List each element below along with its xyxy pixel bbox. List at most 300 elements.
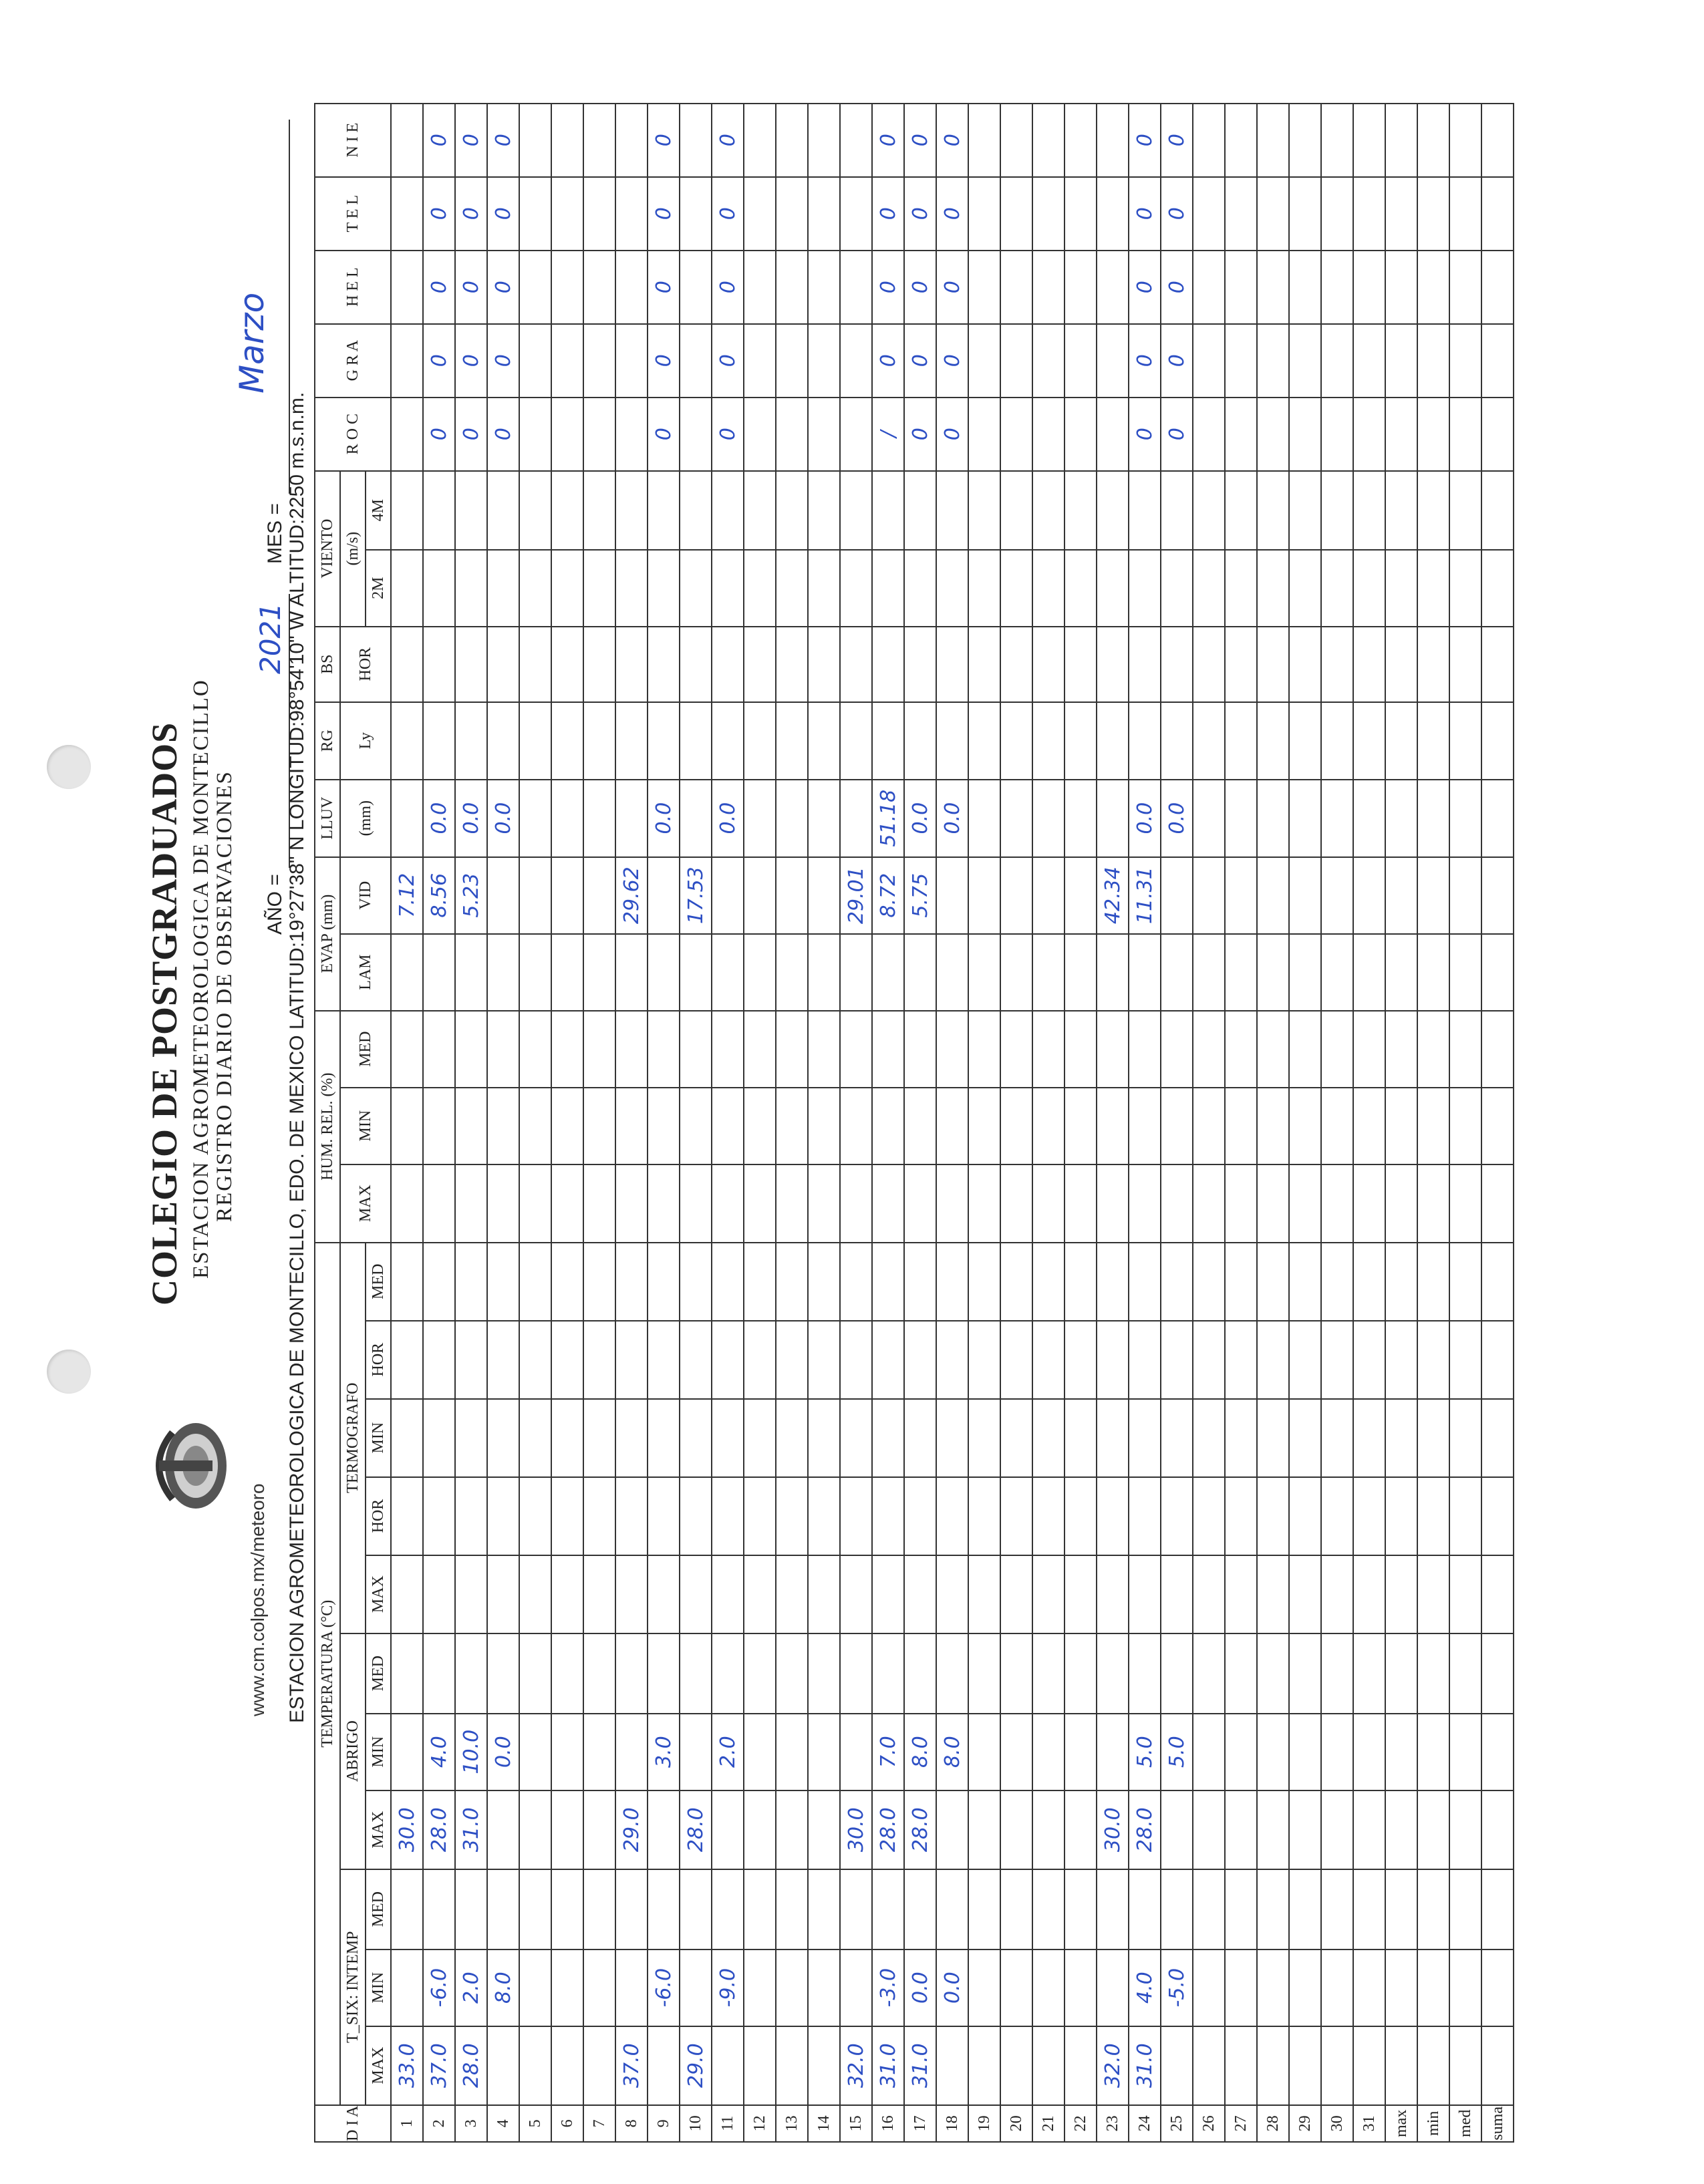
cell-ab-min [680,1714,712,1790]
table-row [583,104,615,2142]
cell-tel [1225,177,1257,251]
cell-tsix-min [1481,1949,1514,2026]
cell-lam [648,934,680,1011]
cell-v4m [1289,471,1321,550]
cell-v2m [1000,550,1032,627]
cell-roc [1032,398,1064,471]
cell-termo-hor2 [1385,1321,1417,1399]
cell-ab-max: 31.0 [455,1790,487,1869]
table-row [712,104,744,2142]
cell-tsix-max [1193,2026,1225,2105]
day-cell: 8 [615,2105,648,2142]
cell-termo-hor2 [615,1321,648,1399]
cell-lluv [744,780,776,857]
cell-v4m [583,471,615,550]
cell-tsix-min: -5.0 [1161,1949,1193,2026]
cell-gra: 0 [872,324,904,398]
cell-rg [840,702,872,780]
cell-lam [1289,934,1321,1011]
cell-nie [1449,104,1481,177]
cell-rg [1097,702,1129,780]
cell-termo-max [744,1555,776,1633]
cell-roc [1225,398,1257,471]
day-cell: 5 [519,2105,551,2142]
cell-v4m [744,471,776,550]
cell-hum-max [1161,1164,1193,1243]
cell-tsix-med [936,1869,968,1949]
cell-tel [1353,177,1385,251]
cell-tsix-med [1321,1869,1353,1949]
cell-v2m [455,550,487,627]
cell-termo-hor2 [1225,1321,1257,1399]
cell-termo-hor1 [1417,1477,1449,1555]
cell-tel [583,177,615,251]
cell-tsix-max [1417,2026,1449,2105]
cell-gra [1481,324,1514,398]
cell-rg [519,702,551,780]
cell-lluv: 0.0 [648,780,680,857]
cell-bs [872,627,904,702]
cell-termo-min [776,1399,808,1477]
college-title: COLEGIO DE POSTGRADUADOS [144,722,184,1305]
cell-tsix-med [1000,1869,1032,1949]
cell-v2m [1289,550,1321,627]
cell-hum-max [551,1164,583,1243]
cell-roc [776,398,808,471]
cell-termo-max [1385,1555,1417,1633]
cell-termo-med [936,1243,968,1321]
cell-termo-min [1064,1399,1097,1477]
cell-rg [1385,702,1417,780]
cell-roc [615,398,648,471]
cell-vid [1193,857,1225,934]
cell-ab-min [1032,1714,1064,1790]
cell-hum-min [1225,1088,1257,1164]
cell-ab-med [936,1633,968,1714]
cell-hum-min [487,1088,519,1164]
cell-bs [487,627,519,702]
cell-lluv: 0.0 [487,780,519,857]
cell-lluv [1032,780,1064,857]
cell-ab-med [840,1633,872,1714]
cell-termo-med [1449,1243,1481,1321]
cell-v2m [1481,550,1514,627]
cell-rg [1161,702,1193,780]
cell-tsix-med [583,1869,615,1949]
cell-bs [1417,627,1449,702]
cell-hum-med [615,1011,648,1088]
cell-ab-min [1289,1714,1321,1790]
cell-termo-hor1 [648,1477,680,1555]
cell-vid [1417,857,1449,934]
cell-tsix-med [1385,1869,1417,1949]
cell-rg [936,702,968,780]
cell-tel [1257,177,1289,251]
cell-termo-min [1225,1399,1257,1477]
cell-tsix-med [680,1869,712,1949]
cell-bs [583,627,615,702]
cell-v2m [1353,550,1385,627]
cell-tsix-med [1129,1869,1161,1949]
cell-bs [1321,627,1353,702]
cell-tsix-min: -9.0 [712,1949,744,2026]
cell-termo-med [1257,1243,1289,1321]
cell-roc [1417,398,1449,471]
cell-termo-max [1097,1555,1129,1633]
cell-ab-max [808,1790,840,1869]
cell-nie [391,104,423,177]
cell-tel [615,177,648,251]
cell-hel [519,251,551,324]
cell-ab-med [1353,1633,1385,1714]
day-cell: 19 [968,2105,1000,2142]
cell-rg [1321,702,1353,780]
evap-header: EVAP (mm) [315,857,340,1011]
cell-termo-max [712,1555,744,1633]
cell-termo-max [551,1555,583,1633]
cell-termo-hor2 [904,1321,936,1399]
cell-termo-med [1385,1243,1417,1321]
cell-termo-min [872,1399,904,1477]
table-row [1000,104,1032,2142]
cell-ab-med [1064,1633,1097,1714]
cell-termo-max [872,1555,904,1633]
cell-v2m [904,550,936,627]
day-cell: min [1417,2105,1449,2142]
cell-lluv: 0.0 [936,780,968,857]
cell-lam [1000,934,1032,1011]
cell-tel [1385,177,1417,251]
cell-hum-med [1289,1011,1321,1088]
cell-v2m [1385,550,1417,627]
cell-ab-med [1193,1633,1225,1714]
cell-termo-hor2 [1257,1321,1289,1399]
cell-ab-med [519,1633,551,1714]
cell-termo-hor1 [615,1477,648,1555]
cell-vid [808,857,840,934]
cell-roc [1064,398,1097,471]
cell-ab-max [1161,1790,1193,1869]
cell-lam [904,934,936,1011]
cell-hel [551,251,583,324]
cell-termo-hor1 [583,1477,615,1555]
cell-ab-min [391,1714,423,1790]
cell-tsix-min [776,1949,808,2026]
cell-tsix-max [744,2026,776,2105]
cell-nie: 0 [487,104,519,177]
cell-tsix-min: 2.0 [455,1949,487,2026]
cell-termo-hor2 [744,1321,776,1399]
cell-bs [1064,627,1097,702]
cell-lluv [1257,780,1289,857]
cell-lam [391,934,423,1011]
cell-v2m [1097,550,1129,627]
table-row [423,104,455,2142]
cell-termo-max [968,1555,1000,1633]
cell-termo-hor1 [1129,1477,1161,1555]
cell-termo-hor2 [1161,1321,1193,1399]
cell-ab-min [583,1714,615,1790]
cell-tsix-max [936,2026,968,2105]
cell-tsix-max: 32.0 [1097,2026,1129,2105]
cell-tel [1064,177,1097,251]
cell-ab-max: 30.0 [1097,1790,1129,1869]
cell-ab-min [1321,1714,1353,1790]
cell-lam [680,934,712,1011]
cell-tsix-med [487,1869,519,1949]
cell-termo-hor2 [1032,1321,1064,1399]
cell-vid: 42.34 [1097,857,1129,934]
cell-tsix-max [551,2026,583,2105]
cell-termo-min [1385,1399,1417,1477]
cell-lluv [519,780,551,857]
cell-bs [551,627,583,702]
cell-termo-max [1417,1555,1449,1633]
cell-gra: 0 [1129,324,1161,398]
cell-rg [1064,702,1097,780]
cell-termo-min [840,1399,872,1477]
cell-termo-max [487,1555,519,1633]
cell-hum-med [1193,1011,1225,1088]
cell-tel [1193,177,1225,251]
cell-bs [615,627,648,702]
cell-gra [519,324,551,398]
cell-v2m [519,550,551,627]
cell-gra [615,324,648,398]
cell-lluv [968,780,1000,857]
cell-rg [1289,702,1321,780]
cell-hum-max [808,1164,840,1243]
cell-termo-max [1353,1555,1385,1633]
cell-ab-max [1417,1790,1449,1869]
cell-tel [1449,177,1481,251]
cell-termo-med [744,1243,776,1321]
cell-termo-min [615,1399,648,1477]
cell-v2m [583,550,615,627]
cell-hum-min [808,1088,840,1164]
cell-termo-min [1449,1399,1481,1477]
cell-hum-min [1032,1088,1064,1164]
cell-roc [1257,398,1289,471]
table-row [1064,104,1097,2142]
cell-rg [1000,702,1032,780]
cell-termo-hor1 [455,1477,487,1555]
cell-ab-min [1385,1714,1417,1790]
cell-bs [776,627,808,702]
cell-termo-max [1289,1555,1321,1633]
cell-bs [1225,627,1257,702]
cell-nie [1257,104,1289,177]
day-cell: 9 [648,2105,680,2142]
cell-termo-hor2 [1129,1321,1161,1399]
cell-hum-min [1257,1088,1289,1164]
cell-termo-med [680,1243,712,1321]
cell-ab-med [1385,1633,1417,1714]
cell-hel [1385,251,1417,324]
cell-gra: 0 [648,324,680,398]
cell-tsix-med [1481,1869,1514,1949]
cell-ab-min [1193,1714,1225,1790]
cell-tsix-max [1353,2026,1385,2105]
cell-nie [1193,104,1225,177]
cell-hel [1449,251,1481,324]
cell-bs [1161,627,1193,702]
cell-v2m [1257,550,1289,627]
cell-tsix-med [1417,1869,1449,1949]
cell-roc [808,398,840,471]
table-row [1481,104,1514,2142]
cell-vid [519,857,551,934]
cell-hum-med [1225,1011,1257,1088]
cell-hum-min [1064,1088,1097,1164]
day-cell: 29 [1289,2105,1321,2142]
day-cell: 13 [776,2105,808,2142]
cell-hel [1257,251,1289,324]
cell-hel [1321,251,1353,324]
cell-ab-min [744,1714,776,1790]
cell-hum-max [519,1164,551,1243]
cell-bs [519,627,551,702]
cell-v4m [776,471,808,550]
cell-hum-max [1481,1164,1514,1243]
cell-vid [1385,857,1417,934]
cell-hum-max [936,1164,968,1243]
cell-gra [1321,324,1353,398]
cell-termo-hor1 [904,1477,936,1555]
cell-nie: 0 [648,104,680,177]
cell-termo-max [904,1555,936,1633]
cell-hum-max [648,1164,680,1243]
cell-termo-hor2 [840,1321,872,1399]
tel-header: T E L [315,177,391,251]
cell-termo-min [1193,1399,1225,1477]
roca-header: R O C [315,398,391,471]
cell-termo-max [615,1555,648,1633]
termo-hor1-header: HOR [366,1477,391,1555]
cell-termo-hor1 [840,1477,872,1555]
cell-termo-hor1 [744,1477,776,1555]
cell-bs [1481,627,1514,702]
cell-roc: 0 [487,398,519,471]
cell-hum-min [1353,1088,1385,1164]
cell-lam [1032,934,1064,1011]
cell-ab-max [968,1790,1000,1869]
cell-tsix-min [840,1949,872,2026]
cell-hum-max [1000,1164,1032,1243]
cell-termo-hor1 [680,1477,712,1555]
cell-hum-max [391,1164,423,1243]
cell-termo-med [1032,1243,1064,1321]
cell-v4m [615,471,648,550]
cell-hum-min [1289,1088,1321,1164]
cell-tel [1097,177,1129,251]
table-row [519,104,551,2142]
cell-ab-med [744,1633,776,1714]
cell-tsix-min [1032,1949,1064,2026]
cell-hum-min [1193,1088,1225,1164]
cell-gra [968,324,1000,398]
cell-v4m [455,471,487,550]
cell-hum-min [936,1088,968,1164]
cell-termo-hor1 [712,1477,744,1555]
day-cell: 14 [808,2105,840,2142]
cell-ab-med [872,1633,904,1714]
rg-units: Ly [340,702,391,780]
cell-ab-med [1161,1633,1193,1714]
table-row [680,104,712,2142]
cell-termo-min [455,1399,487,1477]
t-six-header: T_SIX: INTEMP [340,1869,366,2105]
cell-termo-med [455,1243,487,1321]
cell-bs [904,627,936,702]
hum-med-header: MED [340,1011,391,1088]
cell-termo-max [583,1555,615,1633]
day-cell: 10 [680,2105,712,2142]
cell-ab-min [1097,1714,1129,1790]
cell-gra [1097,324,1129,398]
cell-hum-med [648,1011,680,1088]
cell-gra: 0 [423,324,455,398]
cell-bs [680,627,712,702]
table-row [1417,104,1449,2142]
cell-termo-hor2 [455,1321,487,1399]
cell-hel [583,251,615,324]
cell-vid: 5.23 [455,857,487,934]
cell-termo-max [1193,1555,1225,1633]
cell-termo-hor1 [423,1477,455,1555]
cell-lluv [1000,780,1032,857]
cell-nie: 0 [1161,104,1193,177]
cell-termo-hor1 [487,1477,519,1555]
cell-nie [1353,104,1385,177]
cell-ab-max [487,1790,519,1869]
cell-ab-med [551,1633,583,1714]
cell-tsix-med [840,1869,872,1949]
cell-roc [1449,398,1481,471]
cell-hel: 0 [1161,251,1193,324]
table-row [1321,104,1353,2142]
temperatura-header: TEMPERATURA (°C) [315,1243,340,2105]
cell-lluv [1385,780,1417,857]
cell-tsix-med [1064,1869,1097,1949]
termografo-header: TERMOGRAFO [340,1243,366,1633]
cell-rg [1032,702,1064,780]
cell-ab-min [840,1714,872,1790]
cell-tsix-max [648,2026,680,2105]
cell-roc [519,398,551,471]
cell-gra [1257,324,1289,398]
cell-v4m [1257,471,1289,550]
table-row [1289,104,1321,2142]
cell-lluv [680,780,712,857]
cell-lluv [1225,780,1257,857]
cell-hum-min [551,1088,583,1164]
cell-roc: 0 [712,398,744,471]
cell-termo-hor2 [1417,1321,1449,1399]
cell-tsix-max [1449,2026,1481,2105]
table-row [744,104,776,2142]
cell-ab-min: 8.0 [936,1714,968,1790]
cell-termo-med [872,1243,904,1321]
cell-tsix-min [1097,1949,1129,2026]
cell-rg [808,702,840,780]
cell-ab-med [1225,1633,1257,1714]
cell-hum-med [840,1011,872,1088]
cell-tel [1417,177,1449,251]
cell-hum-min [872,1088,904,1164]
cell-vid [1032,857,1064,934]
cell-gra: 0 [487,324,519,398]
